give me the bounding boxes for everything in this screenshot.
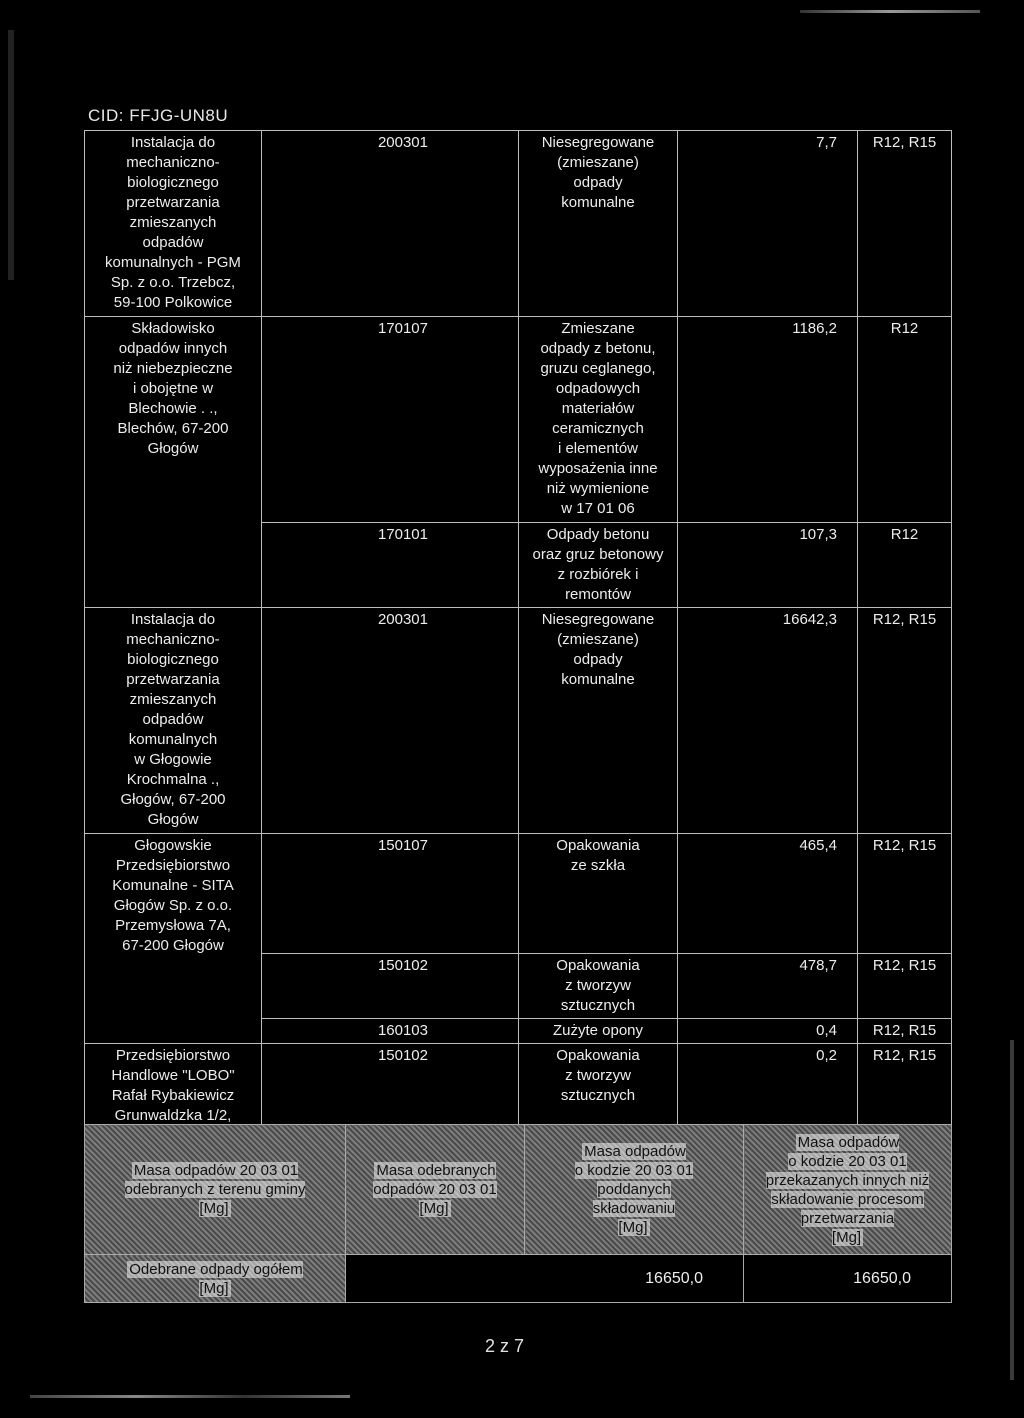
summary-header-row	[85, 1125, 952, 1255]
waste-mass: 0,2	[678, 1044, 858, 1149]
scan-artifact-bottom	[30, 1395, 350, 1398]
summary-total-received: 16650,0	[346, 1255, 744, 1303]
scan-artifact-right	[1010, 1040, 1014, 1380]
recovery-process: R12, R15	[858, 954, 952, 1019]
recovery-process: R12, R15	[858, 608, 952, 834]
recovery-process: R12	[858, 317, 952, 523]
facility-name: Instalacja do mechaniczno- biologicznego przetwarzania zmieszanych odpadów komunalnych - PGM Sp. z o.o. Trzebcz, 59-100 Polkowice	[85, 131, 262, 317]
waste-description: Opakowania z tworzyw sztucznych	[519, 1044, 678, 1149]
waste-code: 170101	[262, 523, 519, 608]
page-number: 2 z 7	[485, 1336, 525, 1356]
waste-code: 200301	[262, 608, 519, 834]
table-row	[85, 608, 952, 834]
waste-description: Niesegregowane (zmieszane) odpady komunalne	[519, 608, 678, 834]
waste-description: Opakowania ze szkła	[519, 834, 678, 954]
waste-mass: 465,4	[678, 834, 858, 954]
waste-mass: 0,4	[678, 1019, 858, 1044]
facility-name: Przedsiębiorstwo Handlowe "LOBO" Rafał Rybakiewicz Grunwaldzka 1/2,	[85, 1044, 262, 1149]
summary-total-processed: 16650,0	[744, 1255, 952, 1303]
waste-code: 150102	[262, 954, 519, 1019]
table-row	[85, 317, 952, 523]
table-row	[85, 834, 952, 954]
waste-mass: 478,7	[678, 954, 858, 1019]
summary-header-2: Masa odebranych odpadów 20 03 01 [Mg]	[346, 1125, 525, 1255]
facility-name: Głogowskie Przedsiębiorstwo Komunalne - SITA Głogów Sp. z o.o. Przemysłowa 7A, 67-200 Głogów	[85, 834, 262, 1044]
document-cid: CID: FFJG-UN8U	[88, 106, 229, 125]
waste-description: Opakowania z tworzyw sztucznych	[519, 954, 678, 1019]
waste-mass: 1186,2	[678, 317, 858, 523]
waste-code: 150107	[262, 834, 519, 954]
summary-header-3: Masa odpadów o kodzie 20 03 01 poddanych składowaniu [Mg]	[525, 1125, 744, 1255]
waste-mass: 7,7	[678, 131, 858, 317]
waste-table	[84, 130, 952, 1149]
waste-description: Zużyte opony	[519, 1019, 678, 1044]
recovery-process: R12, R15	[858, 834, 952, 954]
facility-name: Składowisko odpadów innych niż niebezpieczne i obojętne w Blechowie . ., Blechów, 67-200 Głogów	[85, 317, 262, 608]
summary-total-row	[85, 1255, 952, 1303]
summary-total-label: Odebrane odpady ogółem [Mg]	[85, 1255, 346, 1303]
waste-code: 170107	[262, 317, 519, 523]
scan-artifact-top	[800, 10, 980, 13]
recovery-process: R12	[858, 523, 952, 608]
recovery-process: R12, R15	[858, 1044, 952, 1149]
summary-header-4: Masa odpadów o kodzie 20 03 01 przekazanych innych niż składowanie procesom przetwarzania [Mg]	[744, 1125, 952, 1255]
waste-mass: 16642,3	[678, 608, 858, 834]
summary-table	[84, 1124, 952, 1303]
facility-name: Instalacja do mechaniczno- biologicznego przetwarzania zmieszanych odpadów komunalnych w Głogowie Krochmalna ., Głogów, 67-200 Głogów	[85, 608, 262, 834]
scan-artifact-left	[8, 30, 14, 280]
waste-code: 150102	[262, 1044, 519, 1149]
waste-description: Niesegregowane (zmieszane) odpady komunalne	[519, 131, 678, 317]
waste-description: Zmieszane odpady z betonu, gruzu ceglanego, odpadowych materiałów ceramicznych i elementów wyposażenia inne niż wymienione w 17 01 06	[519, 317, 678, 523]
waste-code: 200301	[262, 131, 519, 317]
waste-mass: 107,3	[678, 523, 858, 608]
recovery-process: R12, R15	[858, 1019, 952, 1044]
waste-description: Odpady betonu oraz gruz betonowy z rozbiórek i remontów	[519, 523, 678, 608]
waste-code: 160103	[262, 1019, 519, 1044]
table-row	[85, 131, 952, 317]
summary-header-1: Masa odpadów 20 03 01 odebranych z terenu gminy [Mg]	[85, 1125, 346, 1255]
recovery-process: R12, R15	[858, 131, 952, 317]
